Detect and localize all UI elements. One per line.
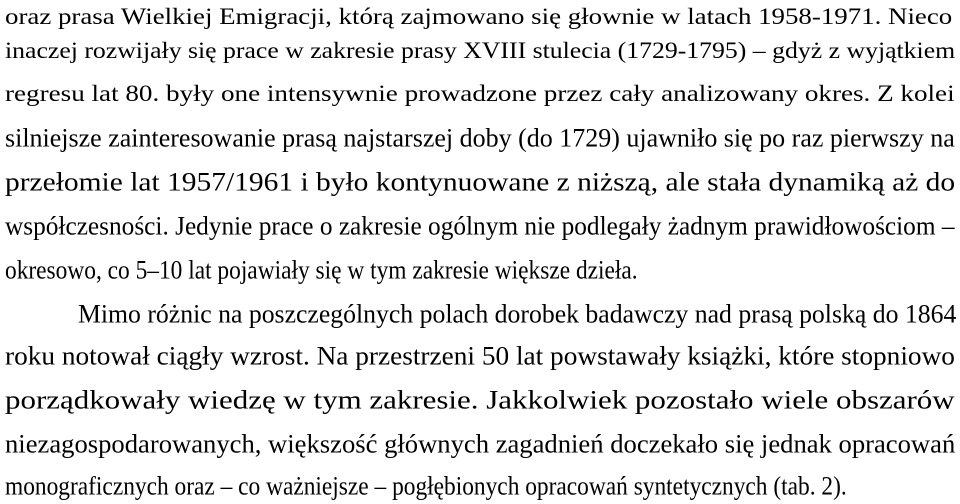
text-line: Mimo różnic na poszczególnych polach dorobek badawczy nad prasą polską do 1864 <box>78 300 957 330</box>
text-line: monograficznych oraz – co ważniejsze – pogłębionych opracowań syntetycznych (tab. 2). <box>5 472 847 502</box>
text-line: porządkowały wiedzę w tym zakresie. Jakkolwiek pozostało wiele obszarów <box>5 386 955 416</box>
text-line: okresowo, co 5–10 lat pojawiały się w tym zakresie większe dzieła. <box>5 256 638 286</box>
text-line: silniejsze zainteresowanie prasą najstarszej doby (do 1729) ujawniło się po raz pierwszy na <box>5 124 955 154</box>
text-line: współczesności. Jedynie prace o zakresie ogólnym nie podlegały żadnym prawidłowościom – <box>5 212 955 242</box>
text-line: oraz prasa Wielkiej Emigracji, którą zajmowano się głownie w latach 1958-1971. Nieco <box>5 4 953 30</box>
text-line: inaczej rozwijały się prace w zakresie prasy XVIII stulecia (1729-1795) – gdyż z wyjątkiem <box>5 38 956 64</box>
text-line: roku notował ciągły wzrost. Na przestrzeni 50 lat powstawały książki, które stopniowo <box>5 342 955 372</box>
text-line: przełomie lat 1957/1961 i było kontynuowane z niższą, ale stała dynamiką aż do <box>5 168 956 198</box>
text-line: niezagospodarowanych, większość głównych zagadnień doczekało się jednak opracowań <box>5 430 956 460</box>
text-line: regresu lat 80. były one intensywnie prowadzone przez cały analizowany okres. Z kolei <box>5 81 955 107</box>
